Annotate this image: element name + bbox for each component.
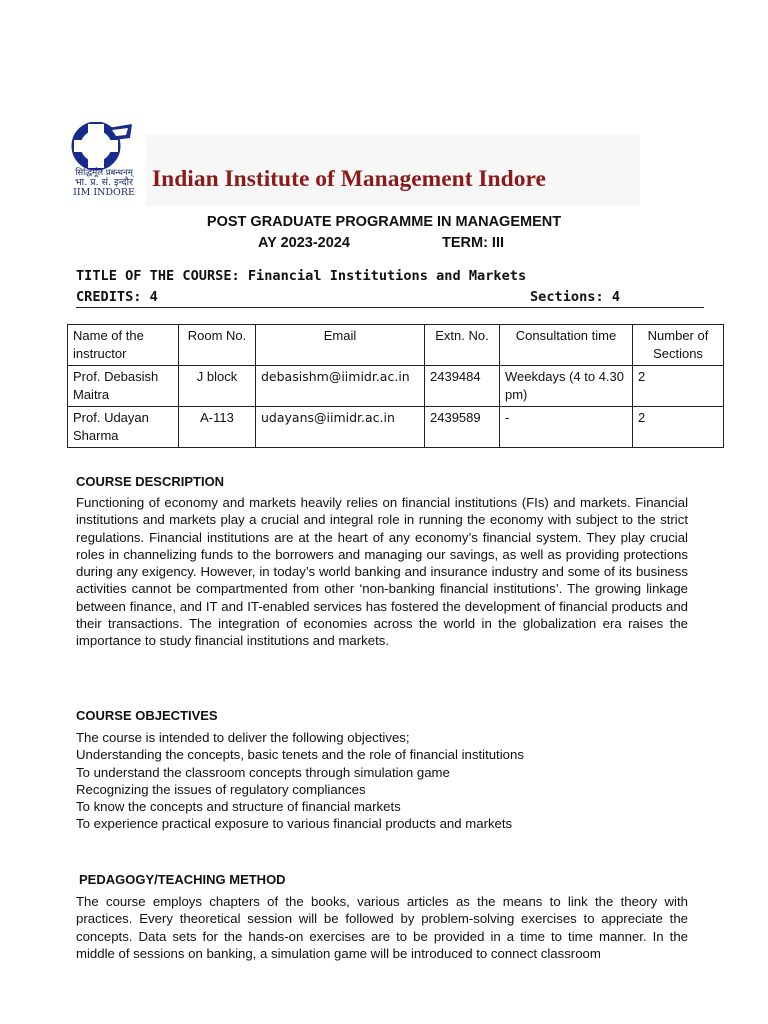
- logo-hindi-name: भा. प्र. सं. इन्दौर: [74, 177, 134, 188]
- cell-instructor: Prof. Debasish Maitra: [68, 366, 179, 407]
- table-row: [68, 407, 724, 448]
- cell-consultation: Weekdays (4 to 4.30 pm): [500, 366, 633, 407]
- table-header-row: [68, 325, 724, 366]
- logo-motto: सिद्धिर्मूलं प्रबन्धनम्: [75, 168, 133, 178]
- course-credits: CREDITS: 4: [76, 289, 158, 305]
- cell-email[interactable]: debasishm@iimidr.ac.in: [256, 366, 425, 407]
- objective-item: To experience practical exposure to various financial products and markets: [76, 816, 513, 832]
- header-email: Email: [256, 325, 425, 366]
- instructor-table: [67, 324, 724, 448]
- term-label: TERM: III: [442, 235, 505, 251]
- programme-title: POST GRADUATE PROGRAMME IN MANAGEMENT: [206, 214, 562, 230]
- title-divider: [76, 307, 704, 308]
- header-extn: Extn. No.: [425, 325, 500, 366]
- cell-email[interactable]: udayans@iimidr.ac.in: [256, 407, 425, 448]
- description-text: Functioning of economy and markets heavily relies on financial institutions (FIs) and markets. Financial institutions and markets play a crucial and integral role in running the economy with subject to the strict regulations. Financial institutions are at the heart of any economy’s financial system. They play crucial roles in channelizing funds to the borrowers and managing our savings, as well as providing protections during any exigency. However, in today’s world banking and insurance industry and some of its business activities cannot be compartmented from other ‘non-banking financial institutions’. The growing linkage between finance, and IT and IT-enabled services has fostered the development of financial products and their transactions. The integration of economies across the world in the globalization era raises the importance to study financial institutions and markets.: [76, 495, 688, 649]
- header-sections: Number of Sections: [633, 325, 724, 366]
- header-consultation: Consultation time: [500, 325, 633, 366]
- cell-sections: 2: [633, 366, 724, 407]
- objective-item: Recognizing the issues of regulatory compliances: [76, 781, 366, 797]
- logo-emblem-icon: [70, 122, 138, 170]
- cell-room: A-113: [179, 407, 256, 448]
- cell-sections: 2: [633, 407, 724, 448]
- objective-item: Understanding the concepts, basic tenets and the role of financial institutions: [76, 747, 524, 763]
- objective-item: To know the concepts and structure of financial markets: [76, 799, 401, 815]
- pedagogy-heading: PEDAGOGY/TEACHING METHOD: [79, 872, 286, 887]
- table-row: [68, 366, 724, 407]
- cell-extn: 2439589: [425, 407, 500, 448]
- cell-room: J block: [179, 366, 256, 407]
- cell-extn: 2439484: [425, 366, 500, 407]
- objectives-heading: COURSE OBJECTIVES: [76, 708, 218, 723]
- header-instructor: Name of the instructor: [68, 325, 179, 366]
- objective-item: To understand the classroom concepts through simulation game: [76, 764, 450, 780]
- objectives-intro: The course is intended to deliver the following objectives;: [76, 730, 410, 745]
- logo-caption: [64, 168, 144, 198]
- academic-year: AY 2023-2024: [258, 235, 350, 251]
- cell-consultation: -: [500, 407, 633, 448]
- description-heading: COURSE DESCRIPTION: [76, 474, 225, 489]
- institute-title: Indian Institute of Management Indore: [152, 166, 546, 192]
- header-room: Room No.: [179, 325, 256, 366]
- pedagogy-text: The course employs chapters of the books, various articles as the means to link the theory with practices. Every theoretical session will be followed by problem-solving exercises to appreciate the concepts. Data sets for the hands-on exercises are to be provided in a time to time manner. In the middle of sessions on banking, a simulation game will be introduced to connect classroom: [76, 894, 688, 961]
- course-sections: Sections: 4: [530, 289, 621, 305]
- course-title: TITLE OF THE COURSE: Financial Institutions and Markets: [76, 268, 527, 284]
- objectives-list: [76, 729, 524, 833]
- logo-english-name: IIM INDORE: [73, 187, 135, 198]
- cell-instructor: Prof. Udayan Sharma: [68, 407, 179, 448]
